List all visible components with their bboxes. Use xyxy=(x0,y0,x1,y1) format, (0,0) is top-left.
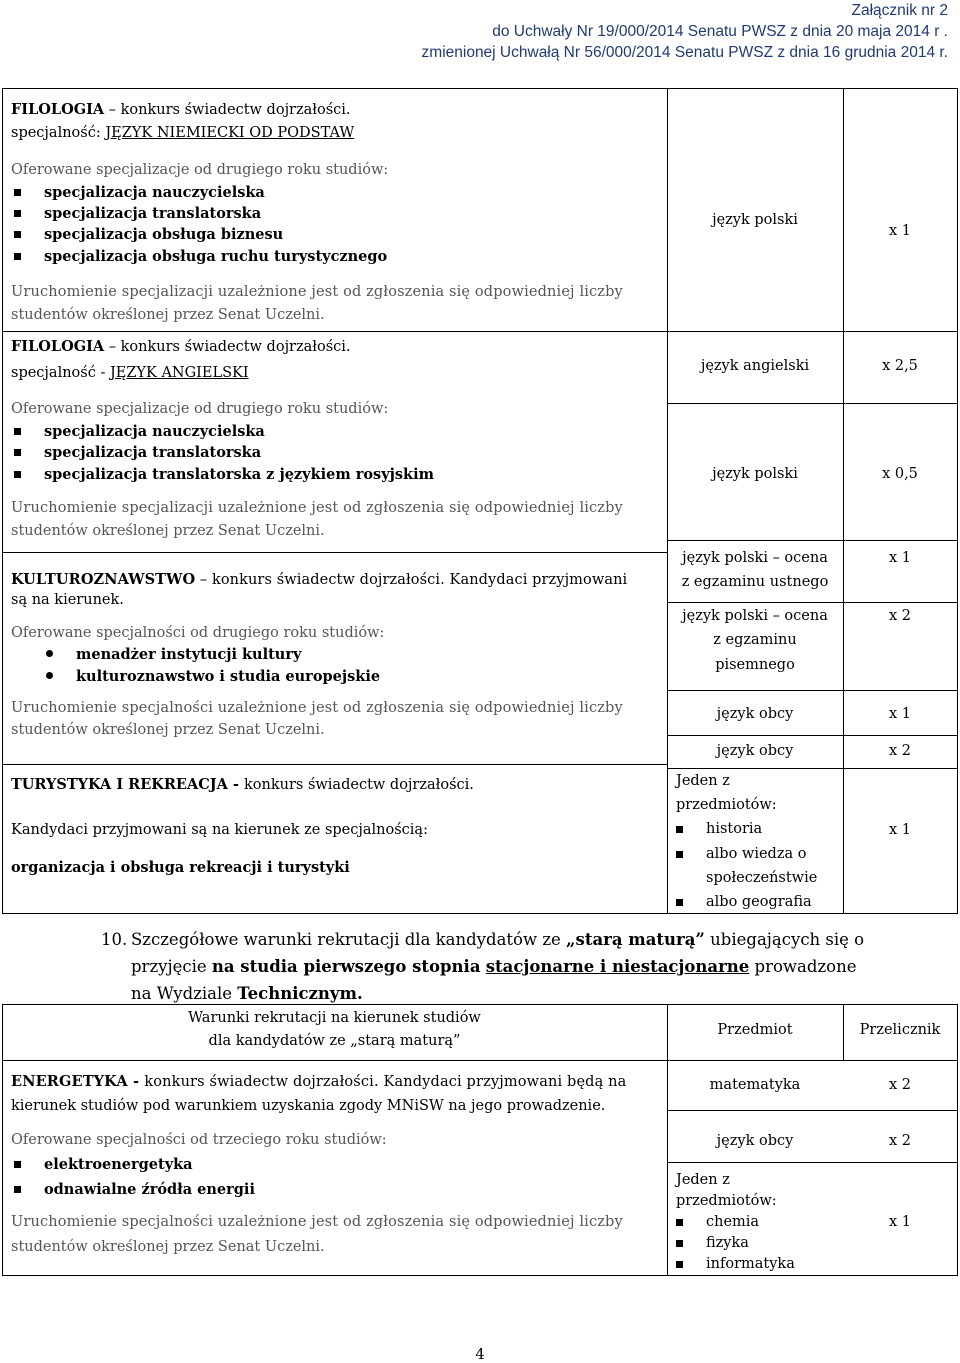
energ-line-2: kierunek studiów pod warunkiem uzyskania zgody MNiSW na jego prowadzenie. xyxy=(11,1098,606,1114)
header-conditions: Warunki rekrutacji na kierunek studiów xyxy=(188,1010,481,1026)
factor-cell: x 2,5 xyxy=(882,358,918,374)
turystyka-line-2: Kandydaci przyjmowani są na kierunek ze specjalnością: xyxy=(11,822,428,838)
list-item: społeczeństwie xyxy=(706,870,818,886)
section-10-line-1: Szczegółowe warunki rekrutacji dla kandydatów ze „starą maturą” ubiegających się o xyxy=(131,930,865,949)
kulturo-note: Uruchomienie specjalności uzależnione jest od zgłoszenia się odpowiedniej liczby xyxy=(11,700,623,716)
header-line-2: do Uchwały Nr 19/000/2014 Senatu PWSZ z dnia 20 maja 2014 r . xyxy=(492,23,948,40)
factor-cell: x 0,5 xyxy=(882,466,918,482)
factor-cell: x 2 xyxy=(888,1133,911,1149)
subject-cell: język polski xyxy=(712,212,798,228)
list-item: specjalizacja obsługa biznesu xyxy=(44,226,284,243)
subject-cell: pisemnego xyxy=(715,657,795,673)
bullet-icon xyxy=(676,1261,683,1268)
filologia-ang-note: Uruchomienie specjalizacji uzależnione jest od zgłoszenia się odpowiedniej liczby xyxy=(11,500,623,516)
energ-note: Uruchomienie specjalności uzależnione jest od zgłoszenia się odpowiedniej liczby xyxy=(11,1214,623,1230)
energ-title: ENERGETYKA - konkurs świadectw dojrzałości. Kandydaci przyjmowani będą na xyxy=(11,1073,627,1090)
list-item: fizyka xyxy=(706,1235,749,1251)
kulturo-title: KULTUROZNAWSTWO – konkurs świadectw dojrzałości. Kandydaci przyjmowani xyxy=(11,571,628,588)
subject-cell: język obcy xyxy=(716,1133,794,1149)
page-number: 4 xyxy=(475,1345,485,1363)
factor-cell: x 1 xyxy=(888,223,911,239)
subject-cell: z egzaminu xyxy=(713,632,797,648)
filologia-niem-note: Uruchomienie specjalizacji uzależnione jest od zgłoszenia się odpowiedniej liczby xyxy=(11,284,623,300)
bullet-icon xyxy=(676,899,683,906)
attachment-header xyxy=(248,0,948,63)
section-10-line-2: przyjęcie na studia pierwszego stopnia stacjonarne i niestacjonarne prowadzone xyxy=(131,957,857,976)
list-item: albo wiedza o xyxy=(706,846,807,862)
header-line-1: Załącznik nr 2 xyxy=(851,2,948,19)
subject-cell: język polski xyxy=(712,466,798,482)
list-item: specjalizacja nauczycielska xyxy=(44,184,265,201)
subject-cell: matematyka xyxy=(709,1077,801,1093)
list-item: chemia xyxy=(706,1214,760,1230)
turystyka-specialty: organizacja i obsługa rekreacji i turystyki xyxy=(11,859,350,876)
bullet-icon xyxy=(676,826,683,833)
filologia-ang-offered: Oferowane specjalizacje od drugiego roku studiów: xyxy=(11,401,389,417)
filologia-niem-title: FILOLOGIA – konkurs świadectw dojrzałości. xyxy=(11,101,351,118)
filologia-ang-note-2: studentów określonej przez Senat Uczelni. xyxy=(11,523,325,539)
factor-cell: x 1 xyxy=(888,822,911,838)
bullet-icon xyxy=(676,851,683,858)
filologia-niem-offered: Oferowane specjalizacje od drugiego roku studiów: xyxy=(11,162,389,178)
filologia-ang-specialty: specjalność - JĘZYK ANGIELSKI xyxy=(11,365,249,381)
list-item: specjalizacja translatorska xyxy=(44,205,262,222)
kulturo-title-2: są na kierunek. xyxy=(11,592,124,608)
subject-cell: język obcy xyxy=(716,743,794,759)
list-item: albo geografia xyxy=(706,894,812,910)
header-factor: Przelicznik xyxy=(859,1022,941,1038)
bullet-icon xyxy=(676,1219,683,1226)
factor-cell: x 2 xyxy=(888,743,911,759)
factor-cell: x 2 xyxy=(888,1077,911,1093)
section-number: 10. xyxy=(101,930,128,949)
list-item: elektroenergetyka xyxy=(44,1156,193,1173)
list-item: historia xyxy=(706,821,763,837)
kulturo-note-2: studentów określonej przez Senat Uczelni. xyxy=(11,722,325,738)
header-line-3: zmienionej Uchwałą Nr 56/000/2014 Senatu PWSZ z dnia 16 grudnia 2014 r. xyxy=(421,44,948,61)
header-conditions-2: dla kandydatów ze „starą maturą” xyxy=(208,1033,461,1049)
subject-cell: język polski – ocena xyxy=(682,550,828,566)
subject-cell: język obcy xyxy=(716,706,794,722)
factor-cell: x 1 xyxy=(888,1214,911,1230)
list-item: specjalizacja nauczycielska xyxy=(44,423,265,440)
list-item: specjalizacja translatorska xyxy=(44,444,262,461)
energ-offered: Oferowane specjalności od trzeciego roku studiów: xyxy=(11,1132,387,1148)
choice-label-2: przedmiotów: xyxy=(676,797,777,813)
section-10-line-3: na Wydziale Technicznym. xyxy=(131,984,363,1003)
factor-cell: x 2 xyxy=(888,608,911,624)
list-item: specjalizacja obsługa ruchu turystycznego xyxy=(44,248,388,265)
choice-label: Jeden z xyxy=(676,1172,730,1188)
turystyka-title: TURYSTYKA I REKREACJA - konkurs świadectw dojrzałości. xyxy=(11,776,474,793)
factor-cell: x 1 xyxy=(888,706,911,722)
list-item: informatyka xyxy=(706,1256,795,1272)
filologia-ang-title: FILOLOGIA – konkurs świadectw dojrzałości. xyxy=(11,338,351,355)
subject-cell: z egzaminu ustnego xyxy=(681,574,829,590)
factor-cell: x 1 xyxy=(888,550,911,566)
bullet-icon xyxy=(676,1240,683,1247)
choice-label: Jeden z xyxy=(676,773,730,789)
list-item: menadżer instytucji kultury xyxy=(76,646,302,663)
subject-cell: język angielski xyxy=(700,358,810,374)
header-subject: Przedmiot xyxy=(717,1022,793,1038)
list-item: odnawialne źródła energii xyxy=(44,1181,255,1198)
list-item: specjalizacja translatorska z językiem rosyjskim xyxy=(44,466,434,483)
choice-label-2: przedmiotów: xyxy=(676,1193,777,1209)
filologia-niem-note-2: studentów określonej przez Senat Uczelni. xyxy=(11,307,325,323)
kulturo-offered: Oferowane specjalności od drugiego roku studiów: xyxy=(11,625,385,641)
subject-cell: język polski – ocena xyxy=(682,608,828,624)
filologia-niem-specialty: specjalność: JĘZYK NIEMIECKI OD PODSTAW xyxy=(11,125,355,141)
energ-note-2: studentów określonej przez Senat Uczelni. xyxy=(11,1239,325,1255)
list-item: kulturoznawstwo i studia europejskie xyxy=(76,668,381,685)
